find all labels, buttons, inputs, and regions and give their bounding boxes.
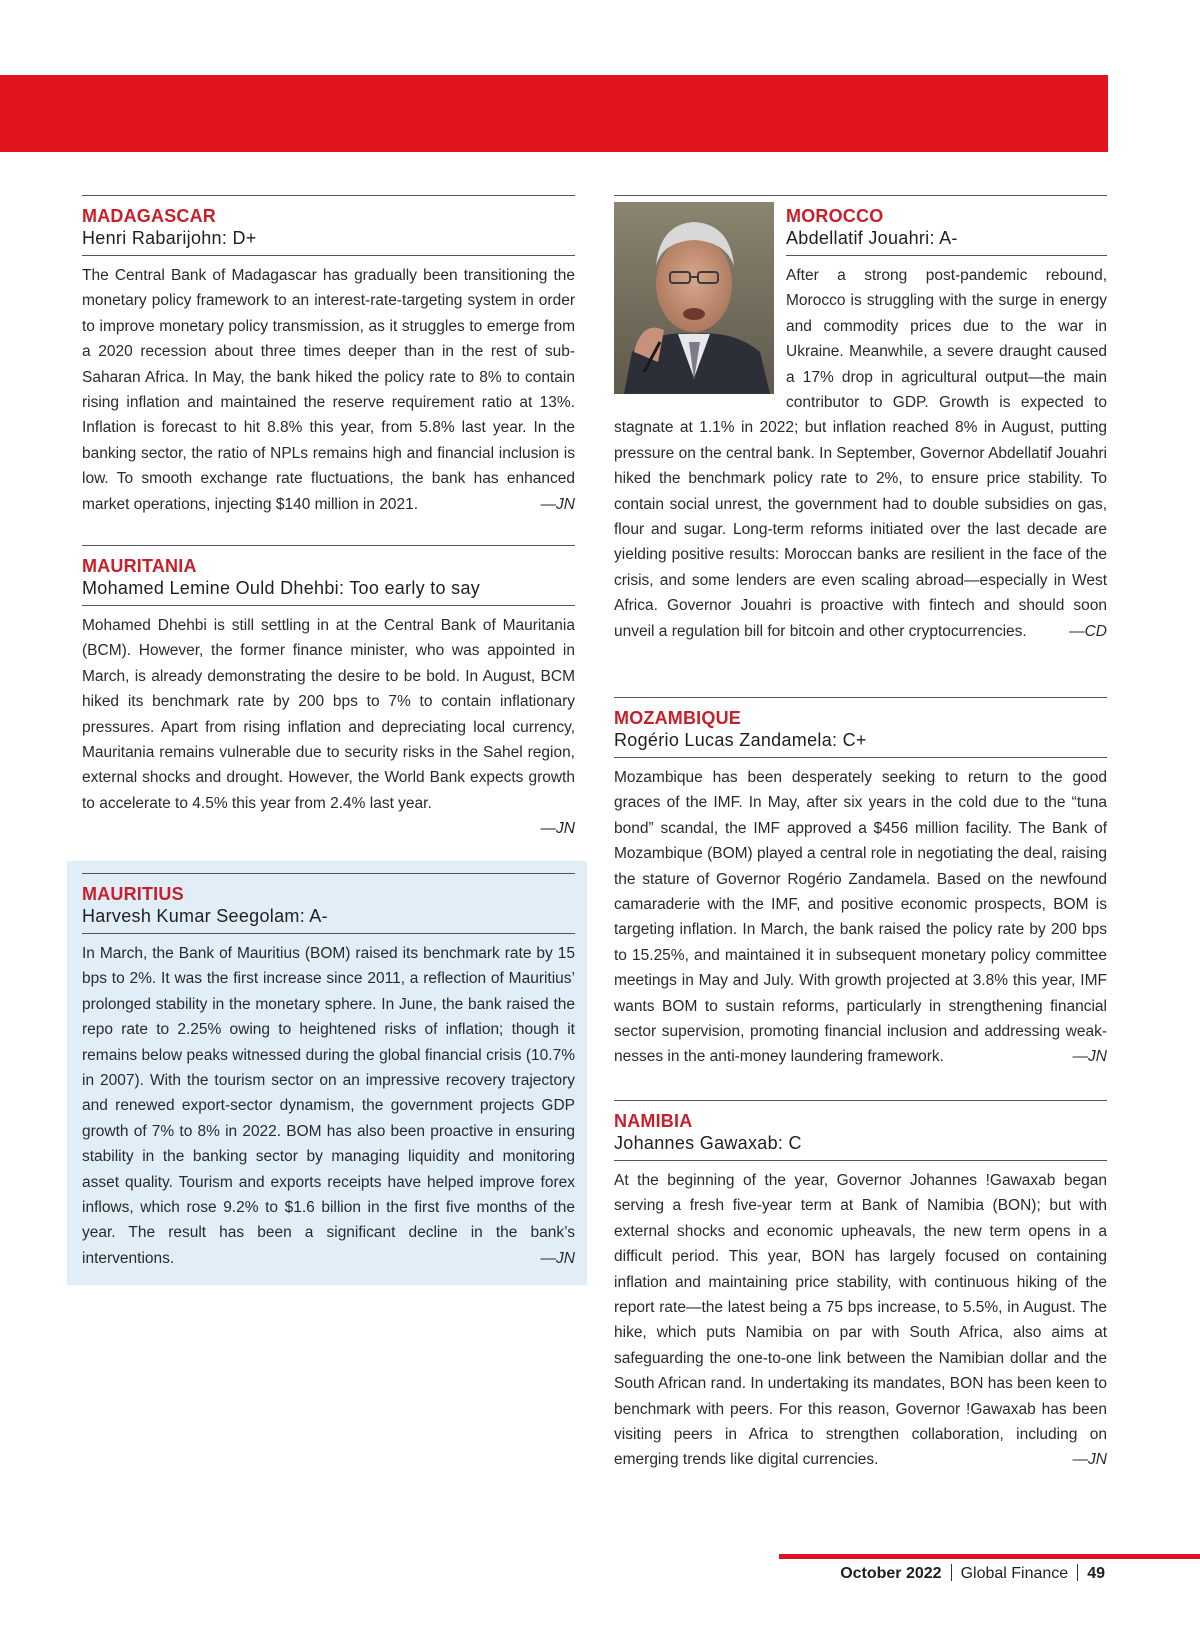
section-mid-rule [82, 255, 575, 256]
section-madagascar [82, 195, 575, 517]
author-initials: —JN [540, 820, 575, 838]
section-body [82, 941, 575, 1271]
governor-portrait-photo [614, 202, 774, 394]
footer-red-rule [779, 1554, 1200, 1559]
top-red-banner [0, 75, 1108, 152]
governor-grade: Abdellatif Jouahri: A- [786, 228, 958, 248]
governor-grade: Mohamed Lemine Ould Dhehbi: Too early to say [82, 578, 481, 598]
section-morocco [614, 195, 1107, 644]
footer-issue-date: October 2022 [840, 1565, 942, 1582]
section-namibia [614, 1100, 1107, 1473]
section-top-rule [82, 545, 575, 546]
section-body-text: After a strong post-pandemic rebound, Morocco is struggling with the surge in energy and commodity prices due to the war in Ukraine. Meanwhile, a severe draught caused a 17% drop in agricultural output—the main contributor to GDP. Growth is expected to stagnate at 1.1% in 2022; but inflation reached 8% in August, putting pressure on the central bank. In September, Governor Abdellatif Jouahri hiked the benchmark policy rate to 2%, to ensure price stability. To contain social unrest, the government had to double subsidies on gas, flour and sugar. Long-term reforms initiated over the last decade are yielding positive results: Moroccan banks are resilient in the face of the crisis, and some lenders are even scaling abroad—especially in West Africa. Governor Jouahri is proactive with fintech and should soon unveil a regulation bill for bitcoin and other cryptocurrencies. [614, 267, 1107, 640]
country-heading: MOZAMBIQUE [614, 708, 741, 728]
page-number: 49 [1087, 1565, 1105, 1582]
country-heading: MOROCCO [786, 206, 884, 226]
governor-grade: Harvesh Kumar Seegolam: A- [82, 906, 328, 926]
author-initials: —JN [1072, 1048, 1107, 1066]
portrait-image [614, 202, 774, 394]
section-mid-rule [82, 933, 575, 934]
section-top-rule [82, 195, 575, 196]
section-mauritania [82, 545, 575, 841]
section-top-rule [614, 195, 1107, 196]
section-mauritius [82, 873, 575, 1271]
section-top-rule [614, 697, 1107, 698]
country-heading: MAURITIUS [82, 884, 184, 904]
governor-grade: Johannes Gawaxab: C [614, 1133, 802, 1153]
footer-publication: Global Finance [960, 1565, 1069, 1582]
section-top-rule [614, 1100, 1107, 1101]
section-body-text: At the beginning of the year, Governor Johannes !Gawaxab began serving a fresh five-year term at Bank of Namibia (BON); but with external shocks and economic upheavals, the new term opens in a difficult period. This year, BON has largely focused on containing inflation and maintaining price stability, with continuous hiking of the report rate—the latest being a 75 bps increase, to 5.5%, in August. The hike, which puts Namibia on par with South Africa, also aims at safeguarding the one-to-one link between the Namibian dollar and the South African rand. In undertaking its mandates, BON has been keen to benchmark with peers. For this reason, Governor !Gawaxab has been visiting peers in Africa to strengthen collaboration, including on emerging trends like digital currencies. [614, 1172, 1107, 1469]
governor-grade: Rogério Lucas Zandamela: C+ [614, 730, 867, 750]
country-heading: NAMIBIA [614, 1111, 693, 1131]
page-footer [840, 1563, 1105, 1585]
section-body-text: In March, the Bank of Mauritius (BOM) raised its benchmark rate by 15 bps to 2%. It was the first increase since 2011, a reflection of Mauritius’ prolonged stability in the monetary sphere. In June, the bank raised the repo rate to 2.25% owing to heightened risks of inflation; though it remains below peaks witnessed during the global financial crisis (10.7% in 2007). With the tourism sector on an impressive recovery trajectory and renewed export-sector dynamism, the government projects GDP growth of 7% to 8% in 2022. BOM has also been proactive in ensuring stability in the banking sector by managing liquidity and monitoring asset quality. Tourism and exports receipts have helped improve forex inflows, which rose 9.2% to $1.6 billion in the first five months of the year. The result has been a significant decline in the bank’s interventions. [82, 945, 575, 1267]
author-initials: —CD [1069, 622, 1107, 640]
section-mozambique [614, 697, 1107, 1070]
author-initials: —JN [540, 495, 575, 513]
country-heading: MADAGASCAR [82, 206, 216, 226]
section-body-text: Mozambique has been desperately seeking to return to the good graces of the IMF. In May, after six years in the cold due to the “tuna bond” scandal, the IMF approved a $456 million facility. The Bank of Mozambique (BOM) played a central role in negotiating the deal, raising the stature of Governor Rogério Zandamela. Based on the newfound camaraderie with the IMF, and positive economic prospects, BOM is targeting inflation. In March, the bank raised the policy rate by 200 bps to 15.25%, and maintained it in subsequent monetary policy committee meetings in May and July. With growth projected at 3.8% this year, IMF wants BOM to sustain reforms, particularly in strengthening financial sector supervision, promoting financial inclusion and addressing weaknesses in the anti-money laundering framework. [614, 769, 1107, 1066]
section-mid-rule [786, 255, 1107, 256]
section-body [614, 765, 1107, 1070]
section-body: Mohamed Dhehbi is still settling in at the Central Bank of Mauritania (BCM). However, the former finance minister, who was appointed in March, is already demonstrating the desire to be bold. In August, BCM hiked its benchmark rate by 200 bps to 7% to contain inflationary pressures. Apart from rising inflation and depreciating local currency, Mauritania remains vulnerable due to security risks in the Sahel region, external shocks and drought. However, the World Bank expects growth to accelerate to 4.5% this year from 2.4% last year. [82, 617, 575, 812]
section-body [614, 1168, 1107, 1473]
author-initials: —JN [540, 1249, 575, 1267]
author-initials: —JN [1072, 1451, 1107, 1469]
footer-separator [951, 1564, 952, 1581]
country-heading: MAURITANIA [82, 556, 197, 576]
section-body-text: The Central Bank of Madagascar has gradually been transitioning the monetary policy framework to an interest-rate-targeting system in order to improve monetary policy transmission, as it struggles to emerge from a 2020 recession about three times deeper than in the rest of sub-Saharan Africa. In May, the bank hiked the policy rate to 8% to contain rising inflation and maintained the reserve requirement ratio at 13%. Inflation is forecast to hit 8.8% this year, from 5.8% last year. In the banking sector, the ratio of NPLs remains high and financial inclusion is low. To smooth exchange rate fluctuations, the bank has enhanced market operations, injecting $140 million in 2021. [82, 267, 575, 513]
section-mid-rule [614, 1160, 1107, 1161]
footer-separator [1077, 1564, 1078, 1581]
section-body [82, 263, 575, 517]
section-mid-rule [614, 757, 1107, 758]
governor-grade: Henri Rabarijohn: D+ [82, 228, 257, 248]
section-mid-rule [82, 605, 575, 606]
section-top-rule [82, 873, 575, 874]
